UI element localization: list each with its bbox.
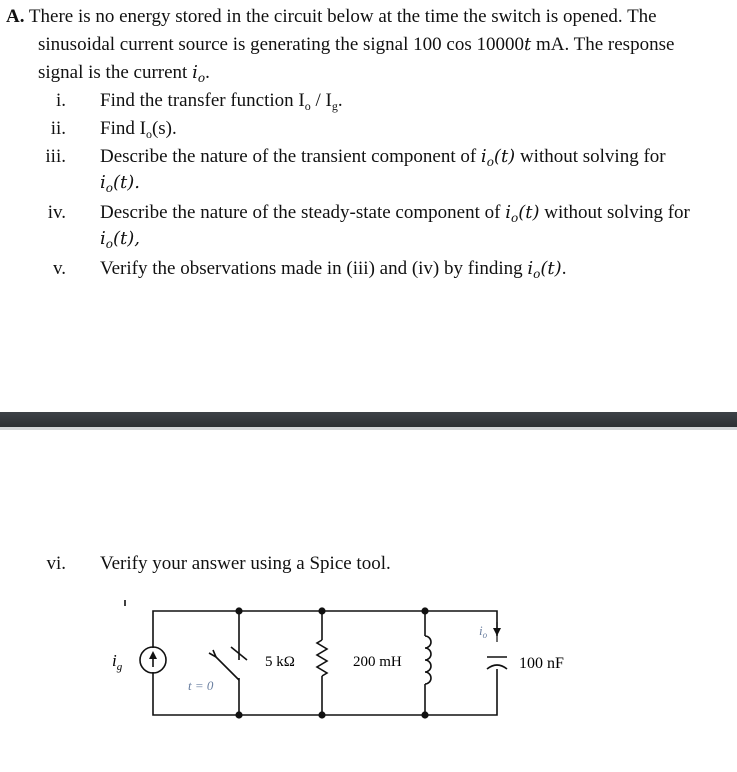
item-number: i.	[55, 90, 66, 111]
capacitor-label: 100 nF	[519, 655, 564, 672]
item-text: (s).	[151, 118, 177, 139]
subscript: o	[145, 127, 152, 141]
item-number: v.	[52, 258, 66, 279]
subscript: o	[304, 99, 311, 113]
inductor-label: 200 mH	[353, 654, 402, 670]
item-iv-text	[100, 200, 690, 231]
subscript: o	[486, 155, 494, 169]
top-wire	[153, 611, 497, 648]
subscript: o	[105, 237, 113, 251]
math-var: i	[505, 202, 511, 223]
math-arg: (t).	[113, 172, 140, 193]
item-number: iii.	[45, 146, 66, 167]
item-iii-cont	[100, 170, 140, 201]
item-number: iv.	[47, 202, 66, 223]
item-i-text	[100, 88, 343, 119]
section-divider	[0, 412, 737, 427]
item-number: ii.	[50, 118, 66, 139]
capacitor-plate-bottom	[487, 665, 507, 669]
current-arrow-head	[493, 628, 501, 636]
math-arg: (t)	[540, 258, 562, 279]
problem-line-1	[6, 4, 657, 30]
source-label: $i_g$	[112, 651, 123, 673]
subscript: o	[533, 267, 541, 281]
resistor-icon	[317, 640, 327, 676]
math-arg: (t)	[493, 146, 516, 167]
node-dot	[421, 607, 428, 614]
problem-text-3b: .	[205, 62, 210, 83]
node-dot	[318, 711, 325, 718]
math-var: i	[527, 258, 534, 279]
time-variable: t	[523, 34, 532, 55]
math-arg: (t),	[113, 228, 140, 249]
math-arg: (t)	[518, 202, 540, 223]
problem-label: A.	[6, 6, 25, 27]
item-text: / I	[310, 90, 332, 111]
problem-line-3	[38, 60, 210, 91]
subscript: o	[510, 211, 519, 225]
switch-marker	[231, 647, 247, 660]
item-iii-text	[100, 144, 666, 175]
item-text: Find I	[100, 118, 146, 139]
switch-arrow	[209, 650, 216, 657]
item-v-text	[100, 256, 566, 287]
item-vi-text: Verify your answer using a Spice tool.	[100, 553, 391, 574]
node-dot	[235, 711, 242, 718]
response-var: i	[192, 62, 198, 83]
item-text: without solving for	[515, 146, 666, 167]
item-iv-cont	[100, 226, 140, 257]
problem-text-2b: mA. The response	[531, 34, 675, 55]
math-var: i	[100, 228, 106, 249]
inductor-icon	[425, 636, 431, 684]
math-var: i	[480, 146, 487, 167]
item-text: Describe the nature of the steady-state component of	[100, 202, 506, 223]
item-text: without solving for	[539, 202, 690, 223]
bottom-wire	[153, 669, 497, 715]
node-dot	[318, 607, 325, 614]
subscript: o	[105, 181, 113, 195]
response-var-sub: o	[197, 71, 206, 85]
item-text: .	[561, 258, 567, 279]
math-var: i	[100, 172, 106, 193]
item-text: Find the transfer function I	[100, 90, 305, 111]
switch-blade	[216, 657, 239, 680]
node-dot	[421, 711, 428, 718]
problem-text-1: There is no energy stored in the circuit below at the time the switch is opened. The	[28, 6, 657, 27]
problem-text-3a: signal is the current	[38, 62, 193, 83]
subscript: g	[331, 99, 338, 113]
problem-text-2a: sinusoidal current source is generating the signal 100 cos 10000	[38, 34, 524, 55]
node-dot	[235, 607, 242, 614]
item-text: Describe the nature of the transient component of	[100, 146, 481, 167]
problem-line-2	[38, 32, 674, 58]
current-label: $i_o$	[479, 623, 488, 640]
resistor-label: 5 kΩ	[265, 654, 295, 670]
current-source-icon	[140, 647, 166, 673]
item-number: vi.	[46, 553, 66, 574]
switch-label: t = 0	[188, 678, 214, 693]
item-text: Verify the observations made in (iii) and (iv) by finding	[100, 258, 528, 279]
item-text: .	[337, 90, 343, 111]
item-ii-text	[100, 116, 177, 147]
source-arrow-head	[149, 651, 157, 659]
